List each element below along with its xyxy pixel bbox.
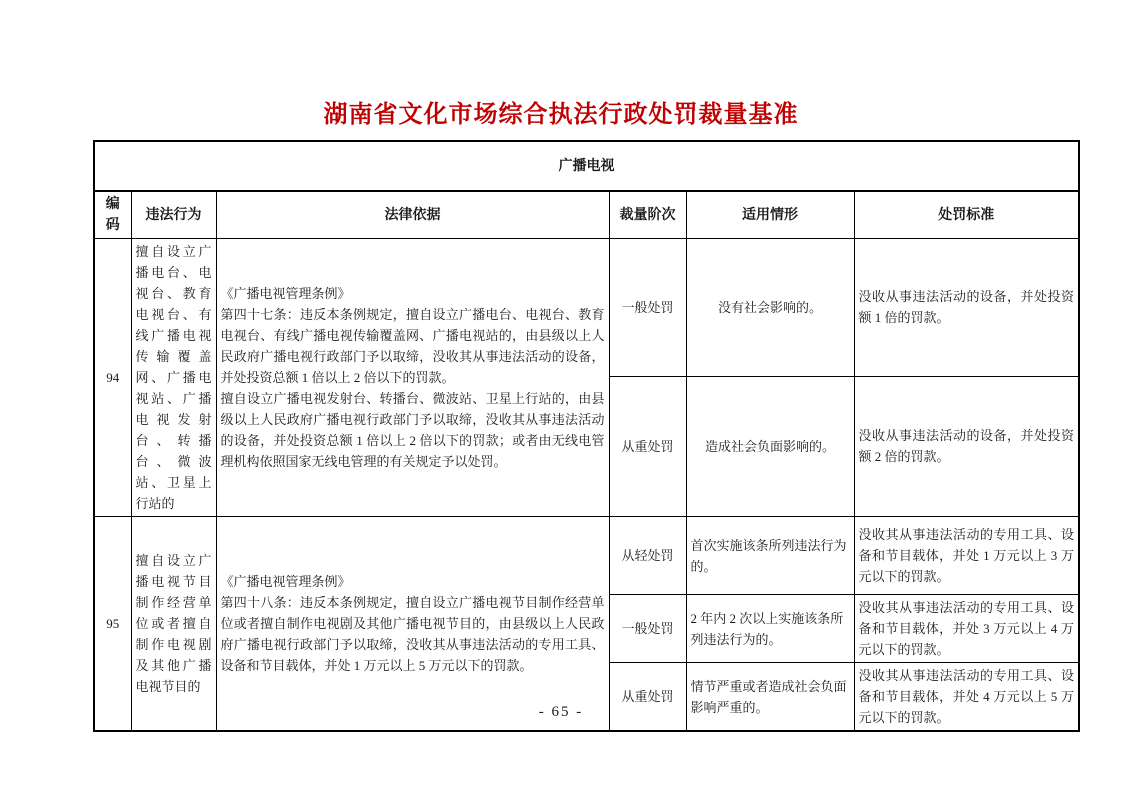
column-header-violation: 违法行为 <box>131 191 216 239</box>
cell-legal-basis-94 <box>216 239 609 517</box>
legal-basis-paragraph: 擅自设立广播电视发射台、转播台、微波站、卫星上行站的，由县级以上人民政府广播电视行政部门予以取缔，没收其从事违法活动的设备，并处投资总额 1 倍以上 2 倍以下的罚款；或者由无线电管理机构依照国家无线电管理的有关规定予以处罚。 <box>220 391 605 469</box>
cell-applicable-situation: 造成社会负面影响的。 <box>686 376 854 516</box>
legal-basis-title: 《广播电视管理条例》 <box>220 286 351 301</box>
table-category-row <box>94 141 1079 191</box>
cell-violation-94: 擅自设立广播电台、电视台、教育电视台、有线广播电视传输覆盖网、广播电视站、广播电视发射台、转播台、微波站、卫星上行站的 <box>131 239 216 517</box>
table-category-label: 广播电视 <box>94 141 1079 191</box>
table-row <box>94 239 1079 377</box>
column-header-legal-basis: 法律依据 <box>216 191 609 239</box>
cell-discretion-level: 从重处罚 <box>609 663 686 732</box>
cell-penalty-standard: 没收其从事违法活动的专用工具、设备和节目载体，并处 1 万元以上 3 万元以下的罚款。 <box>854 517 1079 595</box>
cell-applicable-situation: 首次实施该条所列违法行为的。 <box>686 517 854 595</box>
cell-violation-95: 擅自设立广播电视节目制作经营单位或者擅自制作电视剧及其他广播电视节目的 <box>131 517 216 732</box>
cell-discretion-level: 从重处罚 <box>609 376 686 516</box>
cell-applicable-situation: 2 年内 2 次以上实施该条所列违法行为的。 <box>686 595 854 663</box>
column-header-code: 编码 <box>94 191 131 239</box>
legal-basis-paragraph: 第四十七条：违反本条例规定，擅自设立广播电台、电视台、教育电视台、有线广播电视传输覆盖网、广播电视站的，由县级以上人民政府广播电视行政部门予以取缔，没收其从事违法活动的设备，并处投资总额 1 倍以上 2 倍以下的罚款。 <box>220 307 605 385</box>
cell-penalty-standard: 没收从事违法活动的设备，并处投资额 2 倍的罚款。 <box>854 376 1079 516</box>
legal-basis-title: 《广播电视管理条例》 <box>220 574 351 589</box>
penalty-standards-table <box>93 140 1080 732</box>
cell-code-94: 94 <box>94 239 131 517</box>
page-title: 湖南省文化市场综合执法行政处罚裁量基准 <box>323 102 799 128</box>
cell-applicable-situation: 没有社会影响的。 <box>686 239 854 377</box>
cell-discretion-level: 一般处罚 <box>609 595 686 663</box>
cell-discretion-level: 一般处罚 <box>609 239 686 377</box>
page-number: - 65 - <box>538 704 584 720</box>
cell-legal-basis-95 <box>216 517 609 732</box>
legal-basis-paragraph: 第四十八条：违反本条例规定，擅自设立广播电视节目制作经营单位或者擅自制作电视剧及其他广播电视节目的，由县级以上人民政府广播电视行政部门予以取缔，没收其从事违法活动的专用工具、设备和节目载体，并处 1 万元以上 5 万元以下的罚款。 <box>220 595 605 673</box>
cell-applicable-situation: 情节严重或者造成社会负面影响严重的。 <box>686 663 854 732</box>
column-header-applicable-situation: 适用情形 <box>686 191 854 239</box>
cell-code-95: 95 <box>94 517 131 732</box>
cell-penalty-standard: 没收其从事违法活动的专用工具、设备和节目载体，并处 3 万元以上 4 万元以下的罚款。 <box>854 595 1079 663</box>
column-header-discretion-level: 裁量阶次 <box>609 191 686 239</box>
cell-penalty-standard: 没收从事违法活动的设备，并处投资额 1 倍的罚款。 <box>854 239 1079 377</box>
table-header-row <box>94 191 1079 239</box>
cell-discretion-level: 从轻处罚 <box>609 517 686 595</box>
cell-penalty-standard: 没收其从事违法活动的专用工具、设备和节目载体，并处 4 万元以上 5 万元以下的罚款。 <box>854 663 1079 732</box>
column-header-penalty-standard: 处罚标准 <box>854 191 1079 239</box>
table-row <box>94 517 1079 595</box>
